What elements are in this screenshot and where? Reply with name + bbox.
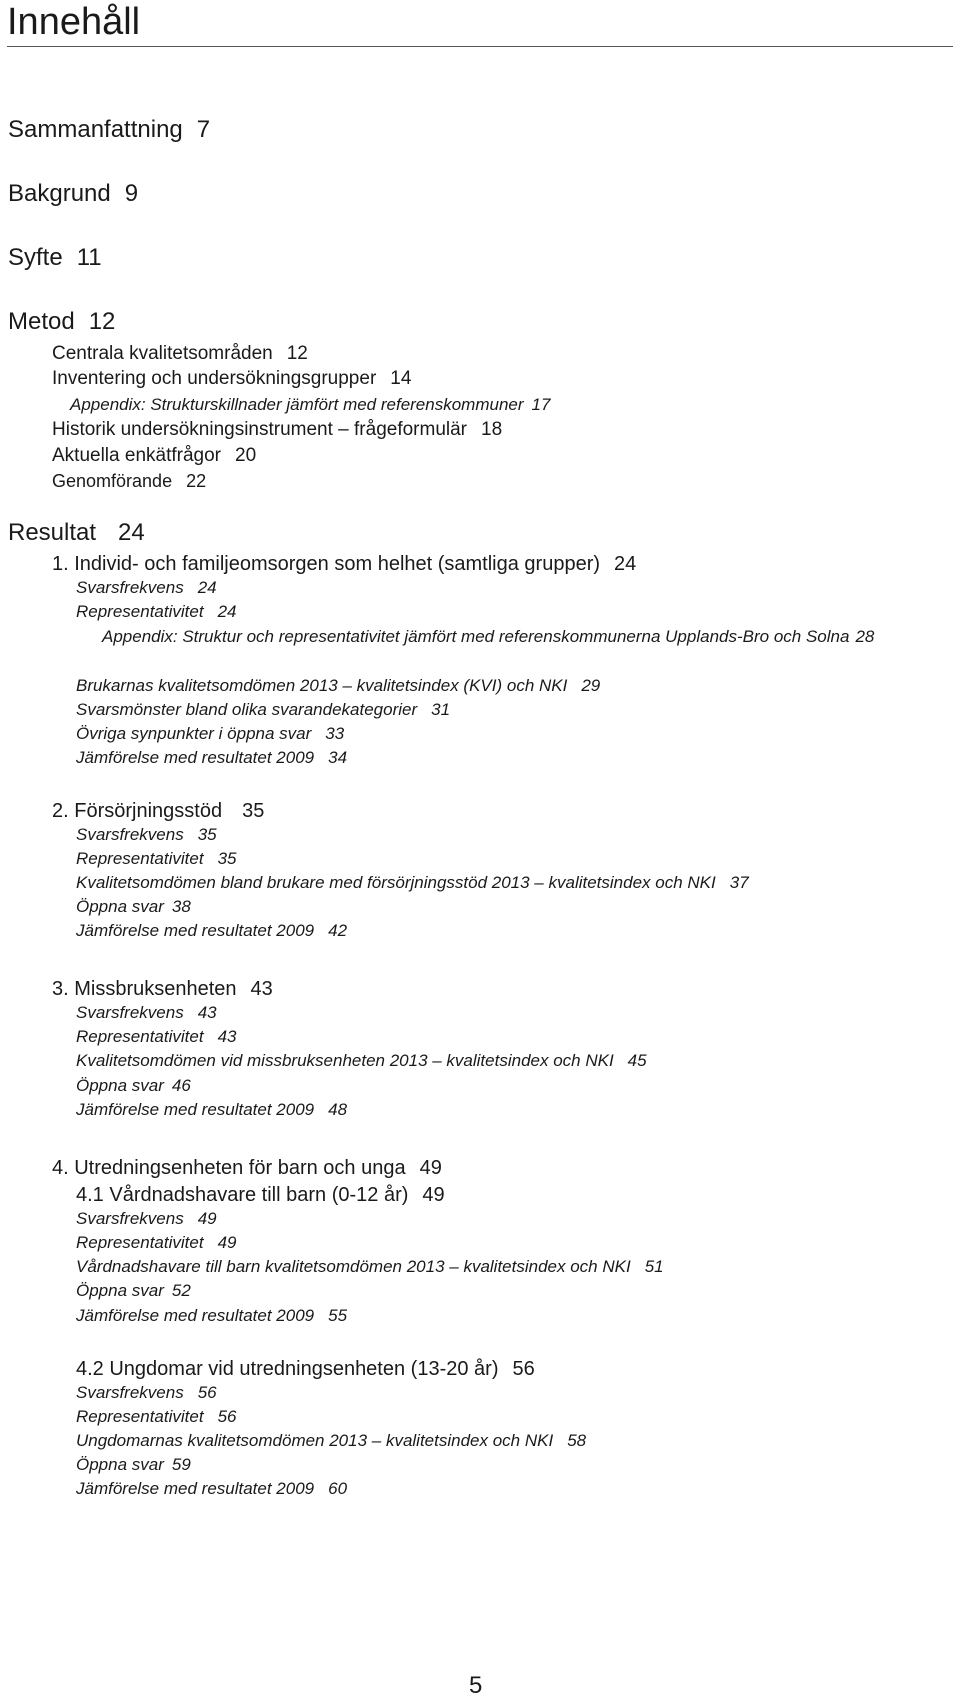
toc-entry-jamforelse-2009[interactable] [76, 1478, 347, 1500]
toc-page-number: 49 [197, 1209, 217, 1228]
toc-page-number: 22 [186, 471, 207, 491]
toc-entry-svarsmonster[interactable] [76, 699, 450, 721]
toc-entry-svarsfrekvens[interactable] [76, 824, 217, 846]
toc-entry-appendix-struktur[interactable] [102, 624, 892, 649]
toc-page-number: 60 [328, 1479, 348, 1498]
toc-entry-ovriga-synpunkter[interactable] [76, 723, 344, 745]
toc-entry-text: Sammanfattning [8, 116, 183, 143]
toc-entry-text: Svarsfrekvens [76, 1003, 184, 1022]
toc-entry-text: Jämförelse med resultatet 2009 [76, 1100, 315, 1119]
toc-entry-text: 1. Individ- och familjeomsorgen som helhet (samtliga grupper) [52, 553, 601, 575]
toc-page-number: 52 [171, 1281, 191, 1300]
toc-page-number: 9 [124, 180, 139, 207]
toc-entry-jamforelse-2009[interactable] [76, 1099, 347, 1121]
toc-entry-text: 4.1 Vårdnadshavare till barn (0-12 år) [76, 1184, 409, 1206]
toc-entry-text: Representativitet [76, 602, 204, 621]
toc-page-number: 56 [512, 1358, 535, 1380]
toc-page-number: 58 [567, 1431, 587, 1450]
toc-entry-text: Svarsfrekvens [76, 578, 184, 597]
toc-entry-aktuella-enkatfragor[interactable] [52, 444, 256, 468]
toc-entry-text: Aktuella enkätfrågor [52, 445, 221, 466]
toc-entry-genomforande[interactable] [52, 469, 206, 493]
toc-entry-text: Öppna svar [76, 1455, 164, 1474]
toc-page-number: 7 [196, 116, 211, 143]
toc-entry-kvalitetsomdomen-forsorjningsstod[interactable] [76, 872, 749, 894]
toc-entry-text: Brukarnas kvalitetsomdömen 2013 – kvalitetsindex (KVI) och NKI [76, 676, 568, 695]
toc-page-number: 43 [217, 1027, 237, 1046]
toc-page-number: 29 [581, 676, 601, 695]
toc-entry-text: Representativitet [76, 1233, 204, 1252]
toc-page-number: 28 [855, 627, 875, 646]
toc-page-number: 24 [118, 519, 145, 546]
toc-page-number: 11 [76, 244, 102, 271]
toc-page-number: 14 [390, 368, 412, 389]
toc-entry-ungdomarnas-kvalitetsomdomen[interactable] [76, 1430, 586, 1452]
toc-entry-text: Representativitet [76, 1027, 204, 1046]
toc-entry-svarsfrekvens[interactable] [76, 1382, 217, 1404]
toc-page-number: 24 [217, 602, 237, 621]
toc-entry-resultat[interactable] [8, 518, 145, 548]
toc-page-number: 24 [197, 578, 217, 597]
toc-entry-oppna-svar[interactable] [76, 1454, 191, 1476]
page-title: Innehåll [7, 1, 141, 43]
toc-entry-syfte[interactable] [8, 243, 102, 273]
toc-entry-representativitet[interactable] [76, 1232, 237, 1254]
toc-entry-oppna-svar[interactable] [76, 896, 191, 918]
toc-entry-svarsfrekvens[interactable] [76, 1208, 217, 1230]
toc-entry-section-4[interactable] [52, 1155, 442, 1181]
toc-entry-section-4-2[interactable] [76, 1356, 535, 1382]
toc-entry-text: Öppna svar [76, 1281, 164, 1300]
toc-entry-svarsfrekvens[interactable] [76, 577, 217, 599]
toc-entry-text: Svarsfrekvens [76, 1383, 184, 1402]
toc-entry-text: 4.2 Ungdomar vid utredningsenheten (13-20 år) [76, 1358, 499, 1380]
toc-page-number: 56 [217, 1407, 237, 1426]
toc-entry-text: Svarsfrekvens [76, 825, 184, 844]
toc-entry-sammanfattning[interactable] [8, 115, 210, 145]
toc-page-number: 43 [197, 1003, 217, 1022]
toc-entry-text: Metod [8, 308, 75, 335]
toc-entry-text: Kvalitetsomdömen vid missbruksenheten 2013 – kvalitetsindex och NKI [76, 1051, 614, 1070]
toc-page-number: 38 [171, 897, 191, 916]
toc-page-number: 46 [171, 1076, 191, 1095]
toc-page-number: 51 [644, 1257, 664, 1276]
page-number: 5 [469, 1672, 483, 1699]
toc-entry-text: Öppna svar [76, 897, 164, 916]
toc-entry-metod[interactable] [8, 307, 115, 337]
toc-entry-jamforelse-2009[interactable] [76, 1305, 347, 1327]
toc-page-number: 35 [217, 849, 237, 868]
toc-page-number: 24 [614, 553, 637, 575]
toc-entry-historik[interactable] [52, 418, 502, 442]
toc-entry-brukarnas-kvalitetsomdomen[interactable] [76, 675, 600, 697]
toc-page-number: 49 [217, 1233, 237, 1252]
toc-entry-vardnadshavare-kvalitetsomdomen[interactable] [76, 1256, 664, 1278]
toc-page-number: 45 [627, 1051, 647, 1070]
toc-page-number: 35 [242, 800, 265, 822]
toc-entry-text: Genomförande [52, 471, 173, 491]
toc-entry-jamforelse-2009[interactable] [76, 747, 347, 769]
toc-page-number: 12 [88, 308, 116, 335]
toc-entry-text: Syfte [8, 244, 63, 271]
toc-page-number: 42 [328, 921, 348, 940]
toc-entry-text: 3. Missbruksenheten [52, 978, 237, 1000]
toc-entry-section-1[interactable] [52, 551, 636, 577]
toc-entry-text: Appendix: Struktur och representativitet jämfört med referenskommunerna Upplands-Bro och Solna [102, 627, 850, 646]
toc-page-number: 35 [197, 825, 217, 844]
toc-entry-text: Representativitet [76, 849, 204, 868]
title-divider [7, 46, 953, 47]
toc-entry-centrala-kvalitetsomraden[interactable] [52, 342, 308, 366]
toc-entry-text: Öppna svar [76, 1076, 164, 1095]
toc-entry-text: Svarsfrekvens [76, 1209, 184, 1228]
toc-entry-text: Svarsmönster bland olika svarandekategorier [76, 700, 418, 719]
toc-entry-oppna-svar[interactable] [76, 1075, 191, 1097]
toc-entry-text: Representativitet [76, 1407, 204, 1426]
toc-entry-text: Övriga synpunkter i öppna svar [76, 724, 312, 743]
toc-entry-representativitet[interactable] [76, 848, 237, 870]
toc-entry-appendix-strukturskillnader[interactable] [70, 394, 550, 416]
toc-page-number: 56 [197, 1383, 217, 1402]
toc-page-number: 49 [419, 1157, 442, 1179]
toc-entry-text: 4. Utredningsenheten för barn och unga [52, 1157, 406, 1179]
toc-entry-section-3[interactable] [52, 976, 273, 1002]
toc-entry-text: Historik undersökningsinstrument – frågeformulär [52, 419, 468, 440]
toc-entry-text: Bakgrund [8, 180, 111, 207]
toc-entry-jamforelse-2009[interactable] [76, 920, 347, 942]
toc-entry-representativitet[interactable] [76, 1406, 237, 1428]
toc-entry-bakgrund[interactable] [8, 179, 138, 209]
toc-entry-kvalitetsomdomen-missbruk[interactable] [76, 1050, 647, 1072]
toc-entry-representativitet[interactable] [76, 601, 237, 623]
toc-entry-text: Jämförelse med resultatet 2009 [76, 921, 315, 940]
toc-entry-inventering[interactable] [52, 367, 411, 391]
toc-entry-text: Kvalitetsomdömen bland brukare med försörjningsstöd 2013 – kvalitetsindex och NKI [76, 873, 716, 892]
toc-page-number: 12 [286, 343, 308, 364]
toc-entry-text: Vårdnadshavare till barn kvalitetsomdömen 2013 – kvalitetsindex och NKI [76, 1257, 631, 1276]
toc-page-number: 33 [325, 724, 345, 743]
toc-page-number: 55 [328, 1306, 348, 1325]
toc-entry-section-2[interactable] [52, 798, 264, 824]
toc-entry-representativitet[interactable] [76, 1026, 237, 1048]
toc-page-number: 43 [250, 978, 273, 1000]
toc-page-number: 49 [422, 1184, 445, 1206]
toc-entry-text: Inventering och undersökningsgrupper [52, 368, 377, 389]
toc-entry-svarsfrekvens[interactable] [76, 1002, 217, 1024]
toc-entry-text: Appendix: Strukturskillnader jämfört med referenskommuner [70, 395, 524, 414]
toc-page-number: 48 [328, 1100, 348, 1119]
toc-entry-text: Resultat [8, 519, 97, 546]
toc-page-number: 17 [531, 395, 551, 414]
toc-page-number: 18 [481, 419, 503, 440]
toc-entry-text: Jämförelse med resultatet 2009 [76, 748, 315, 767]
toc-entry-section-4-1[interactable] [76, 1182, 445, 1208]
toc-entry-text: Jämförelse med resultatet 2009 [76, 1479, 315, 1498]
toc-entry-text: Centrala kvalitetsområden [52, 343, 273, 364]
toc-page-number: 59 [171, 1455, 191, 1474]
toc-page-number: 34 [328, 748, 348, 767]
toc-page-number: 31 [431, 700, 451, 719]
toc-entry-oppna-svar[interactable] [76, 1280, 191, 1302]
toc-page-number: 37 [729, 873, 749, 892]
toc-entry-text: Ungdomarnas kvalitetsomdömen 2013 – kvalitetsindex och NKI [76, 1431, 554, 1450]
toc-page-number: 20 [235, 445, 257, 466]
toc-entry-text: Jämförelse med resultatet 2009 [76, 1306, 315, 1325]
toc-entry-text: 2. Försörjningsstöd [52, 800, 223, 822]
